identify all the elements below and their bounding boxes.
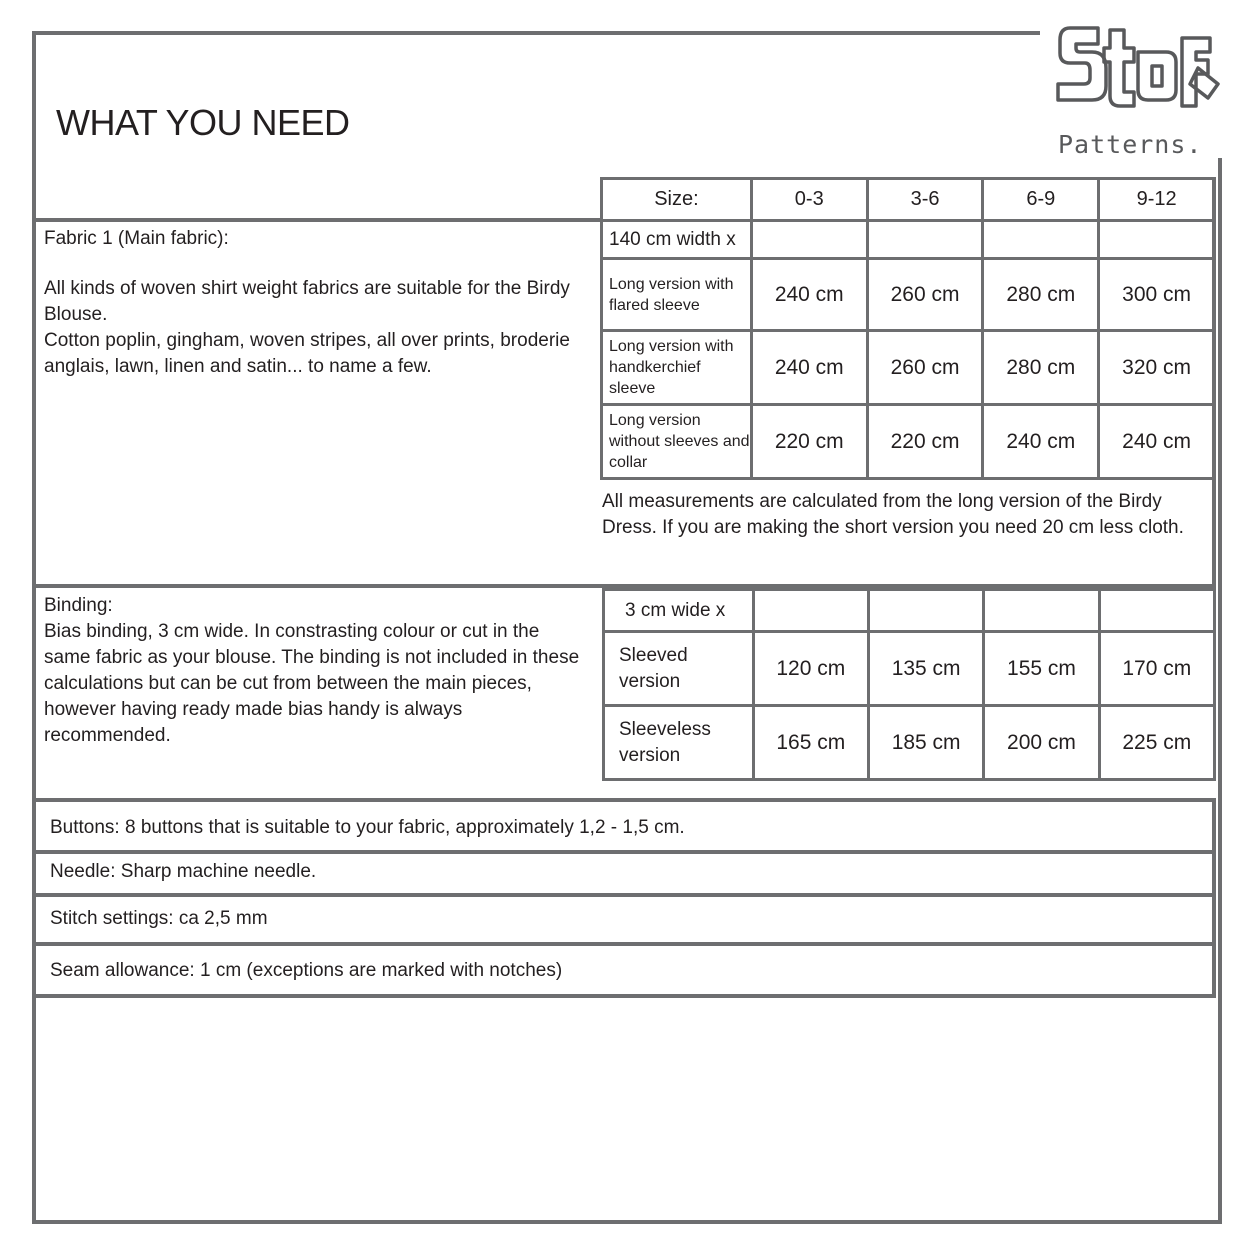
binding-heading: Binding: xyxy=(44,595,113,616)
binding-width-label: 3 cm wide x xyxy=(604,590,754,632)
table-cell: 280 cm xyxy=(983,331,1099,405)
divider-fabric-top xyxy=(34,218,602,222)
fabric-paragraph-2: Cotton poplin, gingham, woven stripes, all over prints, broderie anglais, lawn, linen and satin... to name a few. xyxy=(44,330,570,377)
row-label: Sleeveless version xyxy=(604,706,754,780)
table-cell: 240 cm xyxy=(983,405,1099,479)
seam-allowance-note: Seam allowance: 1 cm (exceptions are marked with notches) xyxy=(50,960,563,981)
size-header-label: Size: xyxy=(602,179,752,221)
size-3-6: 3-6 xyxy=(867,179,983,221)
divider-notions-2 xyxy=(34,893,1216,897)
page-title: WHAT YOU NEED xyxy=(56,102,350,143)
table-cell: 300 cm xyxy=(1099,259,1215,331)
table-cell: 260 cm xyxy=(867,331,983,405)
table-cell: 240 cm xyxy=(751,259,867,331)
table-cell: 225 cm xyxy=(1099,706,1214,780)
fabric-size-table xyxy=(600,177,1216,480)
size-header-row xyxy=(602,179,1215,221)
size-9-12: 9-12 xyxy=(1099,179,1215,221)
size-0-3: 0-3 xyxy=(751,179,867,221)
table-cell: 185 cm xyxy=(868,706,983,780)
table-cell: 135 cm xyxy=(868,632,983,706)
logo-tagline: Patterns. xyxy=(1058,130,1203,159)
divider-notions-1 xyxy=(34,850,1216,854)
row-label: Long version without sleeves and collar xyxy=(602,405,752,479)
fabric-width-row xyxy=(602,221,1215,259)
logo-mark-icon xyxy=(1040,8,1230,133)
fabric-note: All measurements are calculated from the long version of the Birdy Dress. If you are making the short version you need 20 cm less cloth. xyxy=(602,491,1184,538)
table-cell: 120 cm xyxy=(753,632,868,706)
size-6-9: 6-9 xyxy=(983,179,1099,221)
table-cell: 240 cm xyxy=(751,331,867,405)
row-label: Long version with handkerchief sleeve xyxy=(602,331,752,405)
table-cell: 220 cm xyxy=(867,405,983,479)
binding-paragraph: Bias binding, 3 cm wide. In constrasting colour or cut in the same fabric as your blouse. The binding is not included in these calculations but can be cut from between the main pieces, however having ready made bias handy is always recommended. xyxy=(44,621,580,746)
table-row xyxy=(604,632,1215,706)
fabric-paragraph-1: All kinds of woven shirt weight fabrics are suitable for the Birdy Blouse. xyxy=(44,278,570,325)
divider-notions-top xyxy=(34,798,1216,802)
fabric-heading: Fabric 1 (Main fabric): xyxy=(44,228,229,249)
table-cell: 280 cm xyxy=(983,259,1099,331)
binding-width-row xyxy=(604,590,1215,632)
divider-notions-3 xyxy=(34,942,1216,946)
binding-size-table xyxy=(602,588,1216,781)
row-label: Sleeved version xyxy=(604,632,754,706)
fabric-width-label: 140 cm width x xyxy=(602,221,752,259)
divider-notions-4 xyxy=(34,994,1216,998)
table-cell: 170 cm xyxy=(1099,632,1214,706)
fabric-description xyxy=(44,226,584,380)
stitch-settings-note: Stitch settings: ca 2,5 mm xyxy=(50,908,268,929)
table-cell: 200 cm xyxy=(984,706,1099,780)
buttons-note: Buttons: 8 buttons that is suitable to your fabric, approximately 1,2 - 1,5 cm. xyxy=(50,817,685,838)
table-cell: 165 cm xyxy=(753,706,868,780)
table-cell: 155 cm xyxy=(984,632,1099,706)
needle-note: Needle: Sharp machine needle. xyxy=(50,861,317,882)
table-row xyxy=(602,259,1215,331)
table-row xyxy=(602,405,1215,479)
table-cell: 320 cm xyxy=(1099,331,1215,405)
table-cell: 240 cm xyxy=(1099,405,1215,479)
table-row xyxy=(604,706,1215,780)
binding-description xyxy=(44,593,589,749)
table-row xyxy=(602,331,1215,405)
table-cell: 220 cm xyxy=(751,405,867,479)
row-label: Long version with flared sleeve xyxy=(602,259,752,331)
table-cell: 260 cm xyxy=(867,259,983,331)
divider-notions-right xyxy=(1212,798,1216,996)
